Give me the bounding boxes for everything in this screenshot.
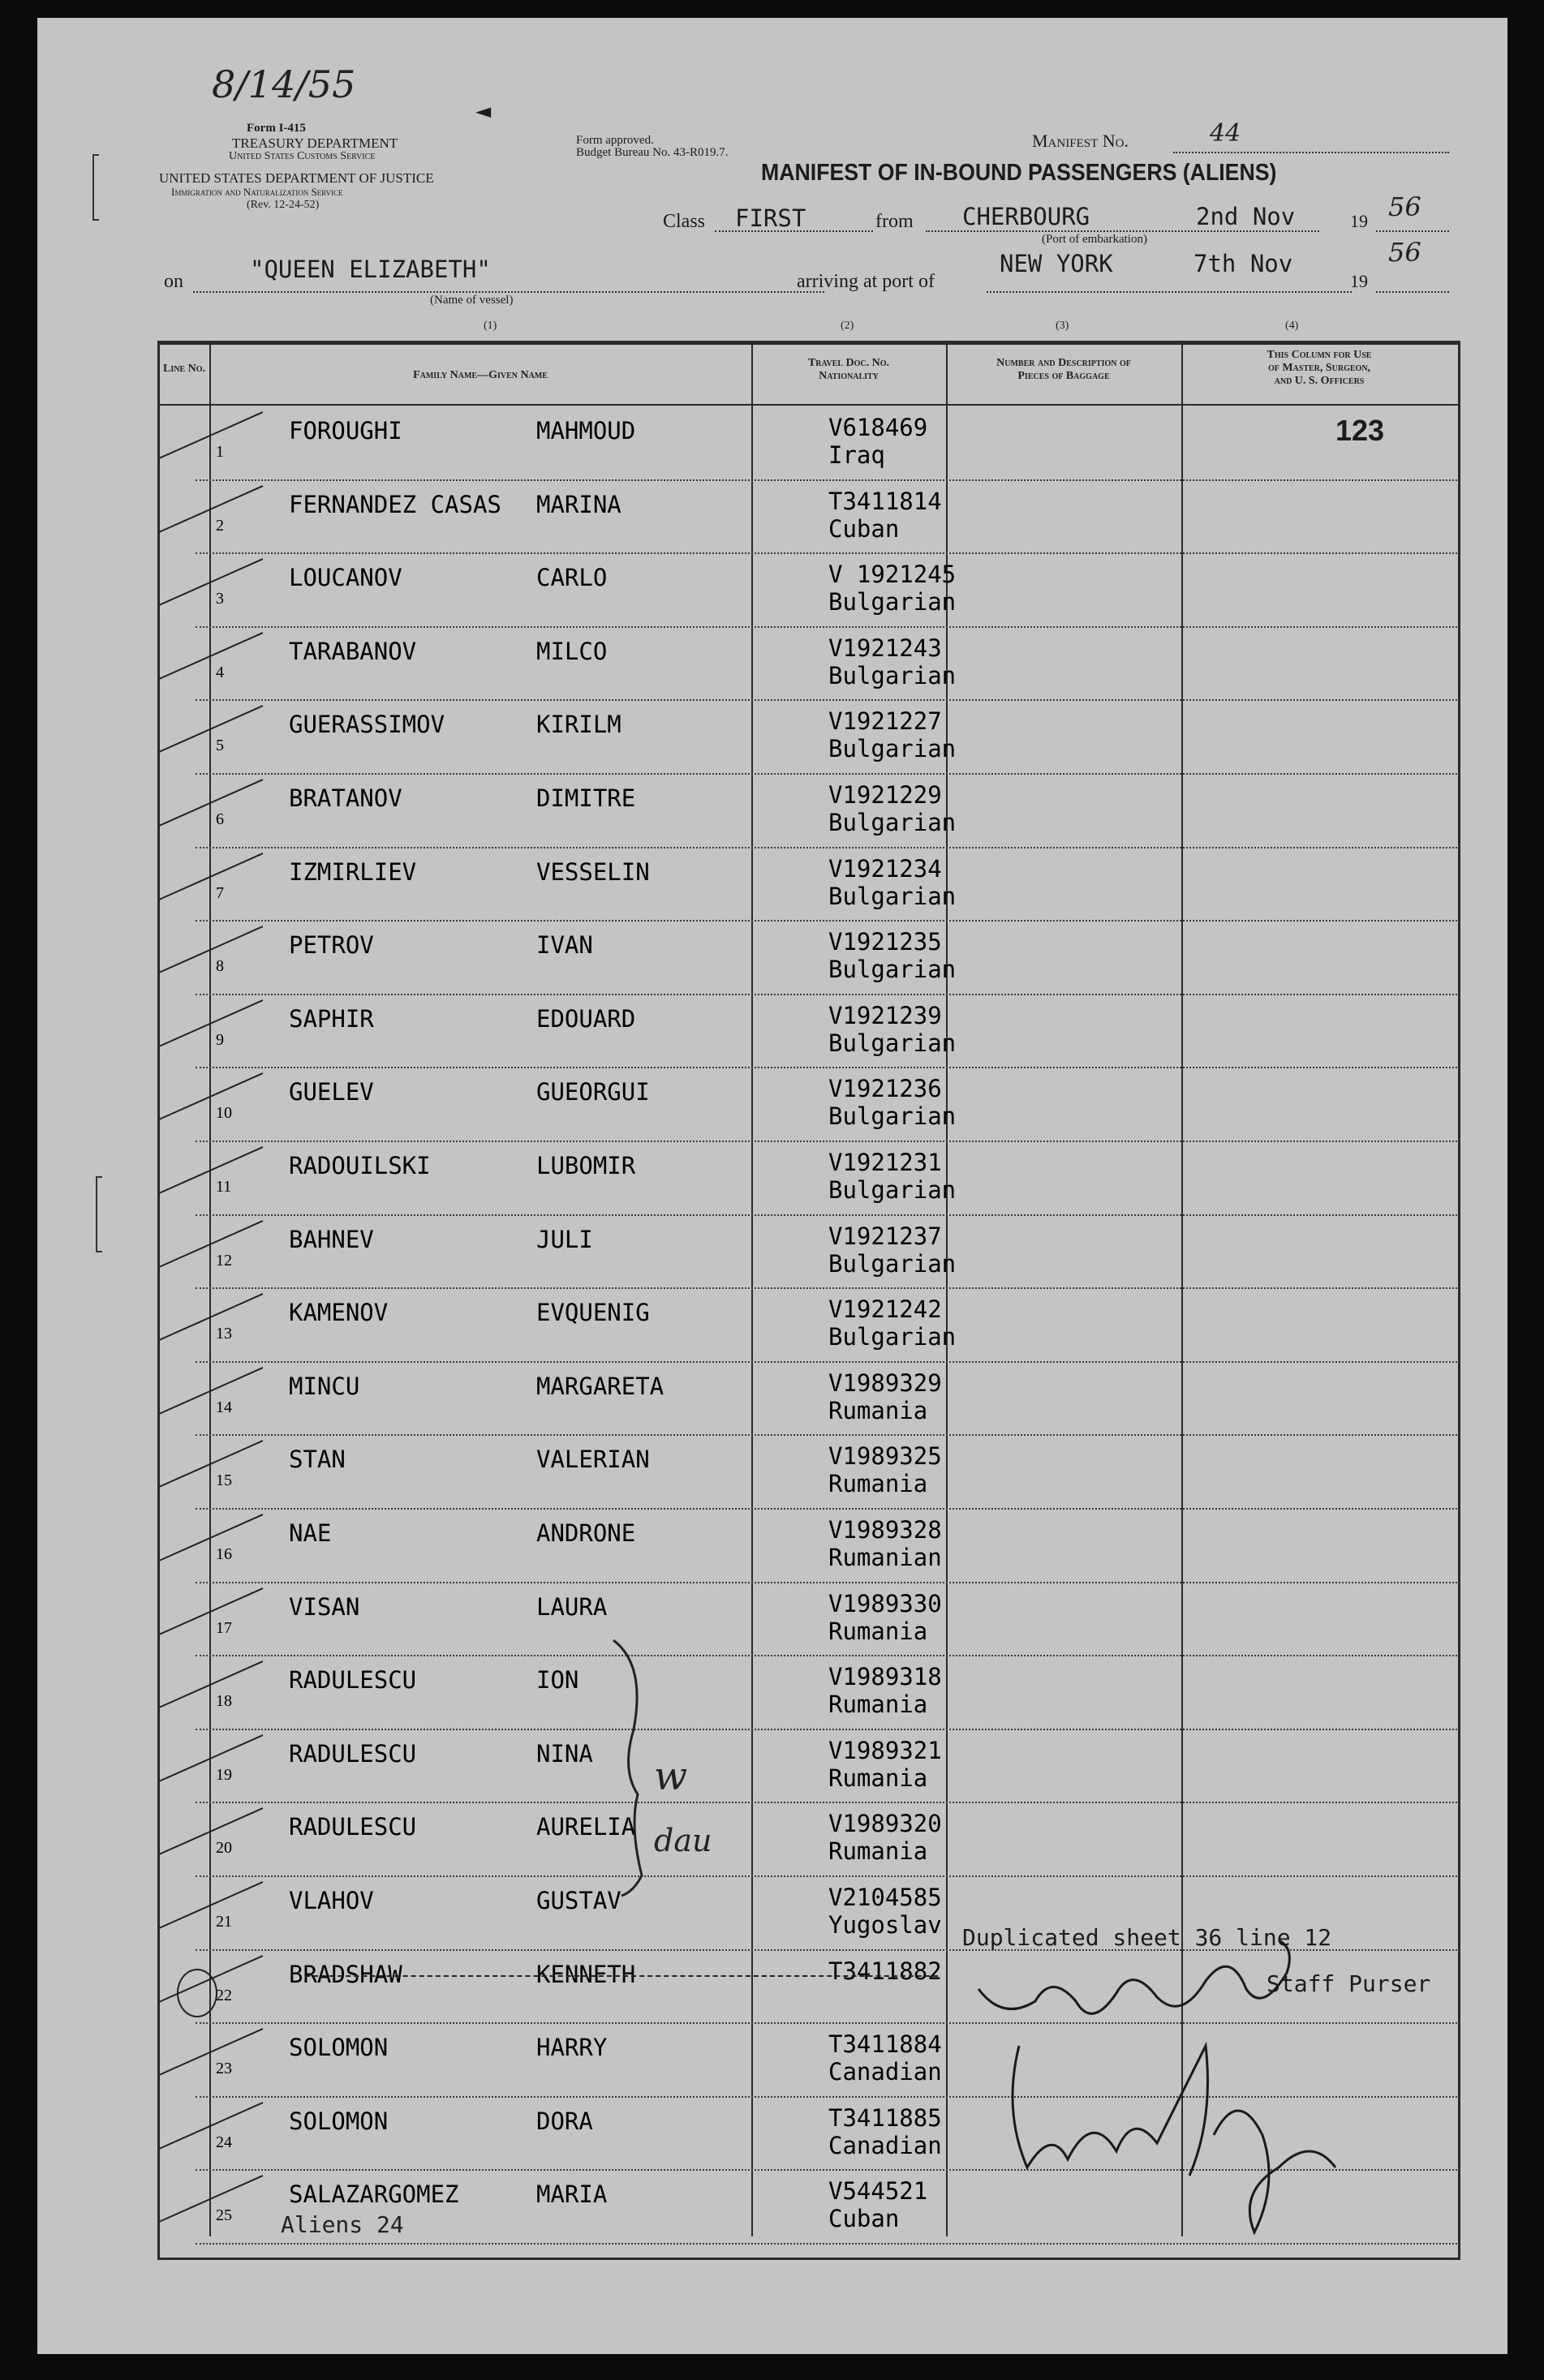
- family-name: SOLOMON: [289, 2034, 389, 2062]
- year-2: 56: [1388, 237, 1421, 268]
- family-name: KAMENOV: [289, 1299, 389, 1327]
- table-row: [196, 1142, 1457, 1215]
- line-number: 4: [216, 663, 224, 681]
- nationality: Canadian: [828, 2131, 942, 2159]
- family-name: FERNANDEZ CASAS: [289, 490, 501, 518]
- travel-doc-number: V1921231: [828, 1149, 942, 1176]
- table-row: [196, 1363, 1457, 1436]
- table-row: [196, 1803, 1457, 1876]
- nationality: Bulgarian: [828, 956, 957, 984]
- travel-doc-number: V1921227: [828, 707, 942, 736]
- family-name: STAN: [289, 1446, 346, 1474]
- table-row: [196, 1289, 1457, 1362]
- nationality: Rumania: [828, 1396, 928, 1424]
- table-row: [196, 1436, 1457, 1509]
- baggage-header-1: Number and Description of: [996, 357, 1131, 369]
- nationality: Bulgarian: [828, 661, 957, 690]
- table-row: [196, 1216, 1457, 1289]
- line-number: 10: [216, 1104, 232, 1123]
- travel-doc-number: T3411884: [828, 2030, 942, 2059]
- line-number: 5: [216, 737, 224, 755]
- given-name: ANDRONE: [536, 1519, 636, 1547]
- table-row: [196, 701, 1457, 774]
- nationality: Bulgarian: [828, 809, 957, 836]
- travel-doc-number: V1921243: [828, 634, 942, 662]
- officer-number: 123: [1335, 414, 1385, 447]
- family-name: RADULESCU: [289, 1666, 417, 1695]
- family-name: RADOUILSKI: [289, 1152, 431, 1179]
- line-number: 22: [216, 1986, 232, 2004]
- travel-doc-number: V1989329: [828, 1368, 942, 1397]
- col-num-2: (2): [841, 320, 854, 332]
- given-name: KENNETH: [536, 1960, 636, 1988]
- nationality: Bulgarian: [828, 1176, 957, 1204]
- manifest-no-label: Manifest No.: [1032, 131, 1129, 151]
- hand-dau: dau: [654, 1823, 712, 1858]
- travel-doc-header: [751, 357, 946, 383]
- arrow-mark-icon: ◄: [475, 95, 492, 126]
- duplicated-note: Duplicated sheet 36 line 12: [962, 1924, 1332, 1951]
- given-name: CARLO: [536, 564, 608, 592]
- nationality: Bulgarian: [828, 1102, 957, 1131]
- aliens-total: Aliens 24: [281, 2211, 404, 2238]
- table-row: [196, 554, 1457, 627]
- handwritten-date: 8/14/55: [212, 62, 356, 106]
- officers-header-3: and U. S. Officers: [1274, 375, 1365, 387]
- family-name: BRATANOV: [289, 784, 402, 812]
- nationality: Rumanian: [828, 1544, 942, 1571]
- line-number: 3: [216, 590, 224, 608]
- signature-marks: [970, 1924, 1392, 2249]
- table-row: [196, 1656, 1457, 1729]
- travel-doc-number: V618469: [828, 414, 928, 441]
- line-number: 17: [216, 1618, 232, 1637]
- travel-doc-number: T3411885: [828, 2103, 942, 2132]
- line-number: 16: [216, 1545, 232, 1563]
- family-name: TARABANOV: [289, 637, 417, 665]
- embark-date: 2nd Nov: [1196, 203, 1296, 230]
- given-name: MARIA: [536, 2180, 608, 2209]
- nationality: Yugoslav: [828, 1911, 942, 1939]
- given-name: AURELIA: [536, 1813, 636, 1841]
- staff-purser: Staff Purser: [1267, 1970, 1431, 1997]
- line-number: 11: [216, 1178, 232, 1196]
- vessel-name: "QUEEN ELIZABETH": [250, 256, 491, 283]
- given-name: IVAN: [536, 931, 593, 960]
- travel-doc-number: V1989321: [828, 1736, 942, 1764]
- travel-doc-number: V2104585: [828, 1884, 942, 1911]
- given-name: MAHMOUD: [536, 417, 636, 445]
- travel-doc-number: T3411882: [828, 1957, 942, 1985]
- table-row: [196, 628, 1457, 701]
- family-name: SAPHIR: [289, 1004, 374, 1033]
- family-name: RADULESCU: [289, 1739, 417, 1768]
- nationality: Rumania: [828, 1617, 928, 1645]
- family-name: MINCU: [289, 1372, 360, 1400]
- given-name: LAURA: [536, 1592, 608, 1621]
- customs-service: United States Customs Service: [229, 150, 376, 162]
- given-name: ION: [536, 1666, 579, 1695]
- circled-line-number: [177, 1969, 217, 2017]
- baggage-header: [946, 357, 1181, 383]
- nationality: Bulgarian: [828, 588, 957, 616]
- treasury-dept: TREASURY DEPARTMENT: [232, 135, 398, 151]
- ins-service: Immigration and Naturalization Service: [171, 186, 343, 198]
- line-number: 20: [216, 1839, 232, 1858]
- year1-line: [1376, 230, 1449, 232]
- family-name: SOLOMON: [289, 2107, 389, 2135]
- nationality: Rumania: [828, 1690, 928, 1719]
- family-name: LOUCANOV: [289, 564, 402, 592]
- line-number: 2: [216, 516, 224, 535]
- table-row: [196, 481, 1457, 554]
- travel-doc-number: V544521: [828, 2177, 928, 2206]
- travel-doc-number: V1989330: [828, 1589, 942, 1617]
- given-name: MILCO: [536, 637, 608, 665]
- family-brace: [597, 1632, 662, 1900]
- given-name: GUSTAV: [536, 1887, 621, 1914]
- arrival-port: NEW YORK: [1000, 250, 1113, 277]
- travel-doc-number: V1921236: [828, 1075, 942, 1103]
- table-row: [196, 848, 1457, 921]
- nationality: Bulgarian: [828, 1029, 957, 1057]
- travel-doc-number: V1989318: [828, 1663, 942, 1691]
- family-name: GUELEV: [289, 1078, 374, 1106]
- manifest-no-line: [1173, 152, 1449, 153]
- header-bottom-rule: [157, 404, 1458, 406]
- line-number: 23: [216, 2060, 232, 2078]
- from-label: from: [875, 211, 914, 232]
- nationality: Bulgarian: [828, 882, 957, 910]
- line-number: 8: [216, 957, 224, 976]
- line-number: 25: [216, 2206, 232, 2225]
- table-row: [196, 921, 1457, 995]
- form-revision: (Rev. 12-24-52): [247, 199, 320, 211]
- line-number: 18: [216, 1692, 232, 1711]
- budget-bureau: Budget Bureau No. 43-R019.7.: [576, 146, 729, 159]
- class-label: Class: [663, 211, 706, 232]
- line-number: 6: [216, 810, 224, 828]
- table-row: [196, 1510, 1457, 1583]
- family-name: NAE: [289, 1519, 332, 1547]
- travel-doc-number: T3411814: [828, 487, 942, 515]
- family-name: BRADSHAW: [289, 1960, 402, 1988]
- class-value: FIRST: [735, 204, 806, 232]
- margin-bracket-top: [92, 154, 99, 221]
- family-name: BAHNEV: [289, 1225, 374, 1253]
- year2-line: [1376, 291, 1449, 293]
- table-row: [196, 1583, 1457, 1656]
- arriving-label: arriving at port of: [797, 271, 935, 292]
- baggage-header-2: Pieces of Baggage: [1017, 370, 1110, 382]
- officers-header: [1181, 349, 1457, 388]
- line-number: 13: [216, 1325, 232, 1343]
- nationality: Bulgarian: [828, 1249, 957, 1278]
- family-name: RADULESCU: [289, 1813, 417, 1841]
- travel-doc-number: V 1921245: [828, 561, 957, 589]
- family-name: GUERASSIMOV: [289, 711, 445, 739]
- given-name: EDOUARD: [536, 1004, 636, 1033]
- col-num-3: (3): [1056, 320, 1069, 332]
- given-name: GUEORGUI: [536, 1078, 650, 1106]
- form-approved: Form approved.: [576, 134, 654, 147]
- nationality: Rumania: [828, 1764, 928, 1792]
- family-name: PETROV: [289, 931, 374, 960]
- travel-doc-number: V1921229: [828, 781, 942, 809]
- justice-dept: UNITED STATES DEPARTMENT OF JUSTICE: [159, 170, 434, 186]
- officers-header-1: This Column for Use: [1267, 349, 1372, 361]
- manifest-number: 44: [1210, 119, 1241, 148]
- nationality: Canadian: [828, 2058, 942, 2086]
- officers-header-2: of Master, Surgeon,: [1267, 362, 1371, 374]
- given-name: VESSELIN: [536, 857, 650, 886]
- line-number: 14: [216, 1398, 232, 1416]
- family-name: SALAZARGOMEZ: [289, 2180, 459, 2209]
- margin-bracket-mid: [96, 1176, 102, 1252]
- line-number: 19: [216, 1765, 232, 1784]
- given-name: KIRILM: [536, 711, 621, 739]
- year-prefix-1: 19: [1350, 211, 1368, 231]
- vessel-line: [193, 291, 824, 293]
- travel-doc-number: V1989325: [828, 1442, 942, 1471]
- given-name: MARGARETA: [536, 1372, 664, 1400]
- on-label: on: [164, 271, 183, 292]
- from-value: CHERBOURG: [962, 203, 1090, 230]
- nationality: Iraq: [828, 441, 885, 469]
- table-row: [196, 775, 1457, 848]
- strike-line: [305, 1975, 938, 1977]
- form-number: Form I-415: [247, 122, 306, 135]
- family-name: FOROUGHI: [289, 417, 402, 445]
- line-number: 24: [216, 2133, 232, 2151]
- travel-doc-header-1: Travel Doc. No.: [807, 357, 890, 369]
- given-name: EVQUENIG: [536, 1299, 650, 1327]
- name-header: Family Name—Given Name: [413, 369, 548, 381]
- nationality: Cuban: [828, 514, 900, 543]
- line-number: 15: [216, 1471, 232, 1490]
- travel-doc-number: V1921234: [828, 854, 942, 883]
- year-prefix-2: 19: [1350, 271, 1368, 291]
- travel-doc-header-2: Nationality: [819, 370, 879, 382]
- nationality: Bulgarian: [828, 1323, 957, 1351]
- travel-doc-number: V1921242: [828, 1295, 942, 1324]
- given-name: NINA: [536, 1739, 593, 1768]
- line-number: 12: [216, 1251, 232, 1269]
- line-number: 1: [216, 443, 224, 461]
- line-number: 7: [216, 883, 224, 902]
- nationality: Rumania: [828, 1470, 928, 1498]
- travel-doc-number: V1921237: [828, 1222, 942, 1250]
- vessel-caption: (Name of vessel): [430, 294, 514, 307]
- col-num-4: (4): [1285, 320, 1299, 332]
- year-1: 56: [1388, 191, 1421, 222]
- travel-doc-number: V1921235: [828, 928, 942, 956]
- given-name: DIMITRE: [536, 784, 636, 812]
- given-name: HARRY: [536, 2034, 608, 2062]
- from-line: [926, 230, 1319, 232]
- hand-w: w: [654, 1754, 688, 1799]
- manifest-title: MANIFEST OF IN-BOUND PASSENGERS (ALIENS): [761, 160, 1277, 186]
- port-embark-caption: (Port of embarkation): [1042, 233, 1147, 246]
- table-row: [196, 995, 1457, 1068]
- travel-doc-number: V1921239: [828, 1001, 942, 1029]
- arrival-date: 7th Nov: [1193, 250, 1293, 277]
- given-name: LUBOMIR: [536, 1152, 636, 1179]
- given-name: JULI: [536, 1225, 593, 1253]
- given-name: VALERIAN: [536, 1446, 650, 1474]
- line-number: 21: [216, 1913, 232, 1931]
- travel-doc-number: V1989320: [828, 1810, 942, 1838]
- table-row: [196, 407, 1457, 480]
- line-number: 9: [216, 1030, 224, 1049]
- travel-doc-number: V1989328: [828, 1516, 942, 1544]
- arrival-line: [987, 291, 1352, 293]
- family-name: VLAHOV: [289, 1887, 374, 1914]
- table-row: [196, 1730, 1457, 1803]
- nationality: Bulgarian: [828, 735, 957, 763]
- family-name: IZMIRLIEV: [289, 857, 417, 886]
- manifest-page: [37, 18, 1507, 2354]
- given-name: DORA: [536, 2107, 593, 2135]
- line-no-header: Line No.: [162, 363, 205, 375]
- nationality: Rumania: [828, 1837, 928, 1866]
- nationality: Cuban: [828, 2205, 900, 2233]
- table-row: [196, 1068, 1457, 1141]
- family-name: VISAN: [289, 1592, 360, 1621]
- col-num-1: (1): [484, 320, 497, 332]
- given-name: MARINA: [536, 490, 621, 518]
